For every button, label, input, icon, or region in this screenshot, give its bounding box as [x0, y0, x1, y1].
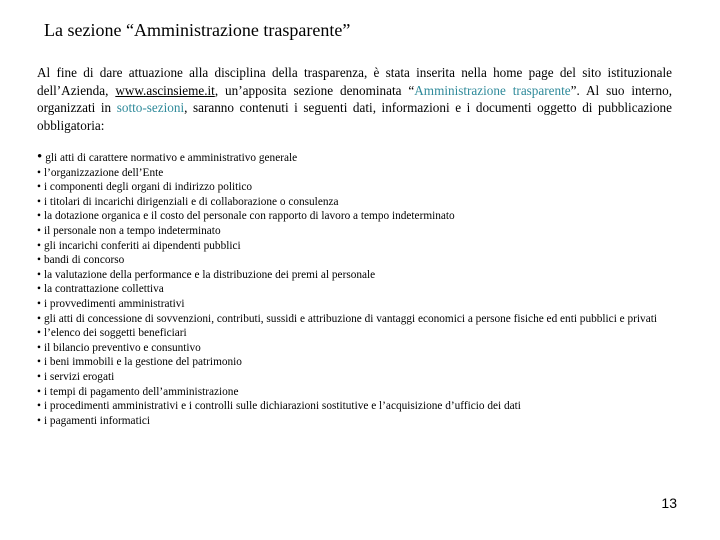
list-item-text: i servizi erogati	[43, 370, 115, 383]
intro-text-part4: , saranno contenuti i seguenti dati, informazioni e i documenti oggetto di pubblicazione obbligatoria:	[37, 100, 672, 133]
bullet-icon: •	[37, 297, 41, 310]
list-item-text: i componenti degli organi di indirizzo politico	[43, 181, 253, 194]
page-number: 13	[661, 495, 677, 511]
bullet-icon: •	[37, 356, 41, 369]
bullet-icon: •	[37, 224, 41, 237]
bullet-icon: •	[37, 181, 41, 194]
slide-title: La sezione “Amministrazione trasparente”	[44, 20, 351, 40]
list-item	[37, 180, 672, 195]
list-item	[37, 195, 672, 210]
list-item-text: la valutazione della performance e la distribuzione dei premi al personale	[43, 268, 376, 281]
list-item	[37, 148, 672, 166]
list-item	[37, 414, 672, 429]
subsections-highlight: sotto-sezioni	[116, 100, 185, 116]
bullet-icon: •	[37, 149, 43, 165]
list-item	[37, 355, 672, 370]
list-item-text: i provvedimenti amministrativi	[43, 297, 185, 310]
list-item-text: i procedimenti amministrativi e i controlli sulle dichiarazioni sostitutive e l’acquisizione d’ufficio dei dati	[43, 400, 521, 413]
bullet-icon: •	[37, 327, 41, 340]
bullet-icon: •	[37, 341, 41, 354]
list-item-text: l’organizzazione dell’Ente	[43, 166, 164, 179]
list-item	[37, 239, 672, 254]
list-item-text: i pagamenti informatici	[43, 414, 150, 427]
list-item	[37, 312, 672, 327]
list-item-text: la dotazione organica e il costo del personale con rapporto di lavoro a tempo indeterminato	[43, 210, 455, 223]
bullet-icon: •	[37, 210, 41, 223]
list-item-text: gli incarichi conferiti ai dipendenti pubblici	[43, 239, 241, 252]
list-item	[37, 370, 672, 385]
section-name-highlight: Amministrazione trasparente	[414, 82, 571, 98]
bullet-icon: •	[37, 254, 41, 267]
list-item-text: i beni immobili e la gestione del patrimonio	[43, 356, 242, 369]
bullet-icon: •	[37, 268, 41, 281]
list-item-text: la contrattazione collettiva	[43, 283, 164, 296]
intro-text-part1: Al fine di dare attuazione alla disciplina della trasparenza, è stata inserita nella home page del sito istituzionale dell’Azienda,	[37, 65, 672, 98]
list-item-text: il bilancio preventivo e consuntivo	[43, 341, 201, 354]
list-item	[37, 282, 672, 297]
list-item	[37, 253, 672, 268]
list-item	[37, 341, 672, 356]
list-item	[37, 224, 672, 239]
list-item	[37, 268, 672, 283]
list-item	[37, 399, 672, 414]
list-item	[37, 166, 672, 181]
list-item-text: il personale non a tempo indeterminato	[43, 224, 221, 237]
bullet-icon: •	[37, 414, 41, 427]
bullet-icon: •	[37, 239, 41, 252]
list-item-text: bandi di concorso	[43, 254, 125, 267]
list-item	[37, 209, 672, 224]
bullet-icon: •	[37, 400, 41, 413]
bullet-icon: •	[37, 370, 41, 383]
obligations-list	[37, 148, 672, 428]
bullet-icon: •	[37, 166, 41, 179]
intro-text-part2: , un’apposita sezione denominata “	[214, 82, 415, 98]
list-item-text: gli atti di concessione di sovvenzioni, contributi, sussidi e attribuzione di vantaggi economici a persone fisiche ed enti pubblici e privati	[43, 312, 657, 325]
bullet-icon: •	[37, 385, 41, 398]
list-item-text: i titolari di incarichi dirigenziali e di collaborazione o consulenza	[43, 195, 339, 208]
list-item-text: i tempi di pagamento dell’amministrazione	[43, 385, 239, 398]
bullet-icon: •	[37, 283, 41, 296]
bullet-icon: •	[37, 312, 41, 325]
intro-paragraph	[37, 64, 672, 134]
website-link[interactable]: www.ascinsieme.it	[115, 82, 215, 98]
list-item	[37, 326, 672, 341]
list-item-text: l’elenco dei soggetti beneficiari	[43, 327, 187, 340]
list-item-text: gli atti di carattere normativo e amministrativo generale	[45, 152, 298, 164]
list-item	[37, 385, 672, 400]
list-item	[37, 297, 672, 312]
bullet-icon: •	[37, 195, 41, 208]
intro-text-part3: ”. Al suo interno, organizzati in	[37, 82, 672, 116]
